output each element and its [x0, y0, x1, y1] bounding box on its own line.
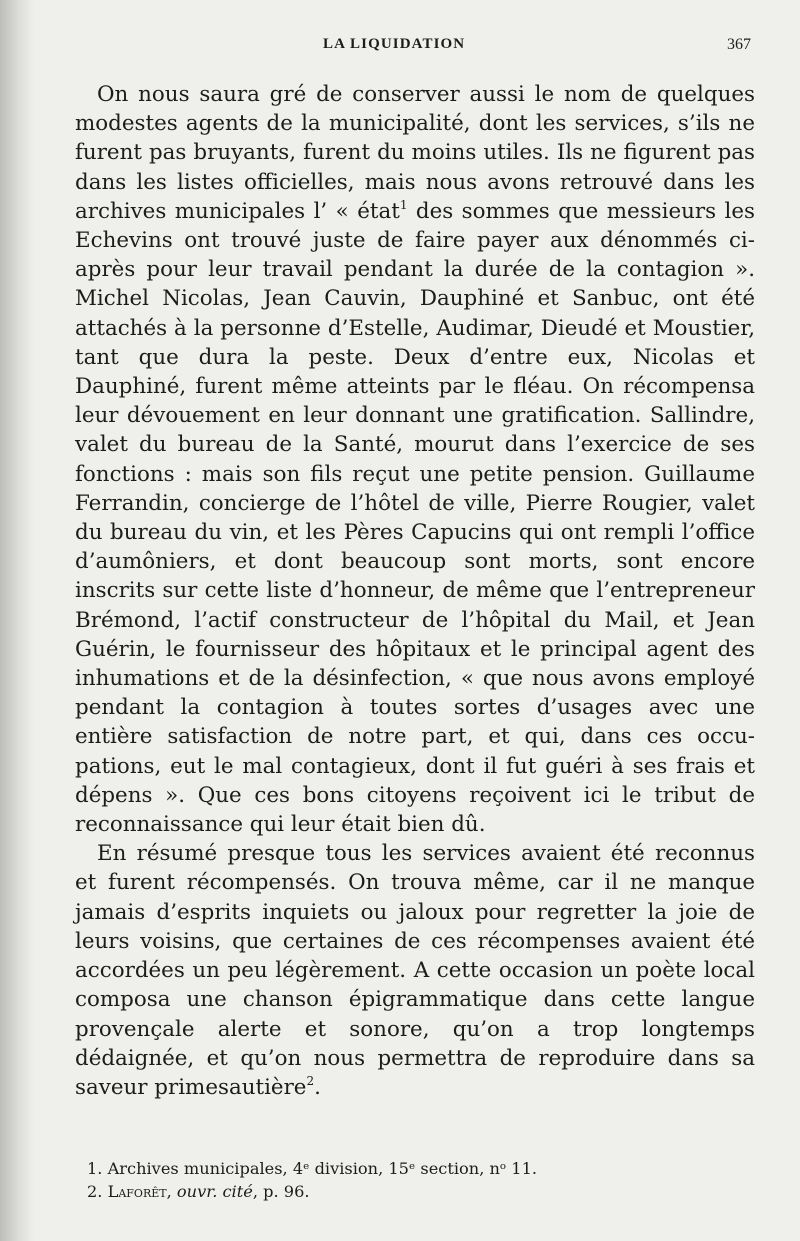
footnote-2-work: ouvr. cité [176, 1182, 253, 1201]
paragraph-2-text: En résumé presque tous les services avaient été reconnus et furent récompensés. On trouva même, car il ne manque jamais d’esprits inquiets ou jaloux pour regretter la joie de leurs voisins, que certaines de ces récompenses avaient été accordées un peu légèrement. A cette occasion un poète local composa une chanson épigrammatique dans cette langue provençale alerte et sonore, qu’on a trop longtemps dédaignée, et qu’on nous permettra de reproduire dans sa saveur primesautière [75, 841, 755, 1100]
footnote-2-number: 2. [87, 1182, 103, 1201]
footnote-ref-1: 1 [399, 197, 408, 212]
binding-gutter-shadow [0, 0, 34, 1241]
footnote-ref-2: 2 [306, 1073, 315, 1088]
paragraph-1-text-a: On nous saura gré de conserver aussi le nom de quelques modestes agents de la municipalité, dont les services, s’ils ne furent pas bruyants, furent du moins utiles. Ils ne figurent pas dans les listes officielles, mais nous avons retrouvé dans les archives municipales l’ « état [75, 82, 755, 224]
paragraph-1 [75, 80, 755, 839]
body-text [75, 80, 755, 1102]
page-number: 367 [727, 36, 751, 53]
footnote-1: 1. Archives municipales, 4ᵉ division, 15ᵉ section, nᵒ 11. [87, 1159, 538, 1178]
paragraph-2-end: . [314, 1074, 321, 1100]
paragraph-1-text-b: des sommes que messieurs les Echevins ont trouvé juste de faire payer aux dénommés ci-après pour leur travail pendant la durée de la contagion ». Michel Nicolas, Jean Cauvin, Dauphiné et Sanbuc, ont été attachés à la personne d’Estelle, Audimar, Dieudé et Moustier, tant que dura la peste. Deux d’entre eux, Nicolas et Dauphiné, furent même atteints par le fléau. On récompensa leur dévouement en leur donnant une gratification. Sallindre, valet du bureau de la Santé, mourut dans l’exercice de ses fonctions : mais son fils reçut une petite pension. Guillaume Ferrandin, concierge de l’hôtel de ville, Pierre Rougier, valet du bureau du vin, et les Pères Capucins qui ont rempli l’office d’aumôniers, et dont beaucoup sont morts, sont encore inscrits sur cette liste d’honneur, de même que l’entrepreneur Brémond, l’actif constructeur de l’hôpital du Mail, et Jean Guérin, le fournisseur des hôpitaux et le principal agent des inhumations et de la désinfection, « que nous avons employé pendant la contagion à toutes sortes d’usages avec une entière satisfaction de notre part, et qui, dans ces occupations, eut le mal contagieux, dont il fut guéri à ses frais et dépens ». Que ces bons citoyens reçoivent ici le tribut de reconnaissance qui leur était bien dû. [75, 198, 756, 838]
paragraph-2 [75, 839, 755, 1102]
footnote-2-author: Laforêt [107, 1182, 167, 1201]
footnote-2 [87, 1180, 747, 1203]
footnote-2-page: , p. 96. [252, 1182, 310, 1201]
running-head: LA LIQUIDATION [323, 36, 466, 52]
footnote-2-separator: , [166, 1182, 172, 1201]
footnotes [87, 1157, 747, 1203]
page-header [75, 36, 755, 60]
